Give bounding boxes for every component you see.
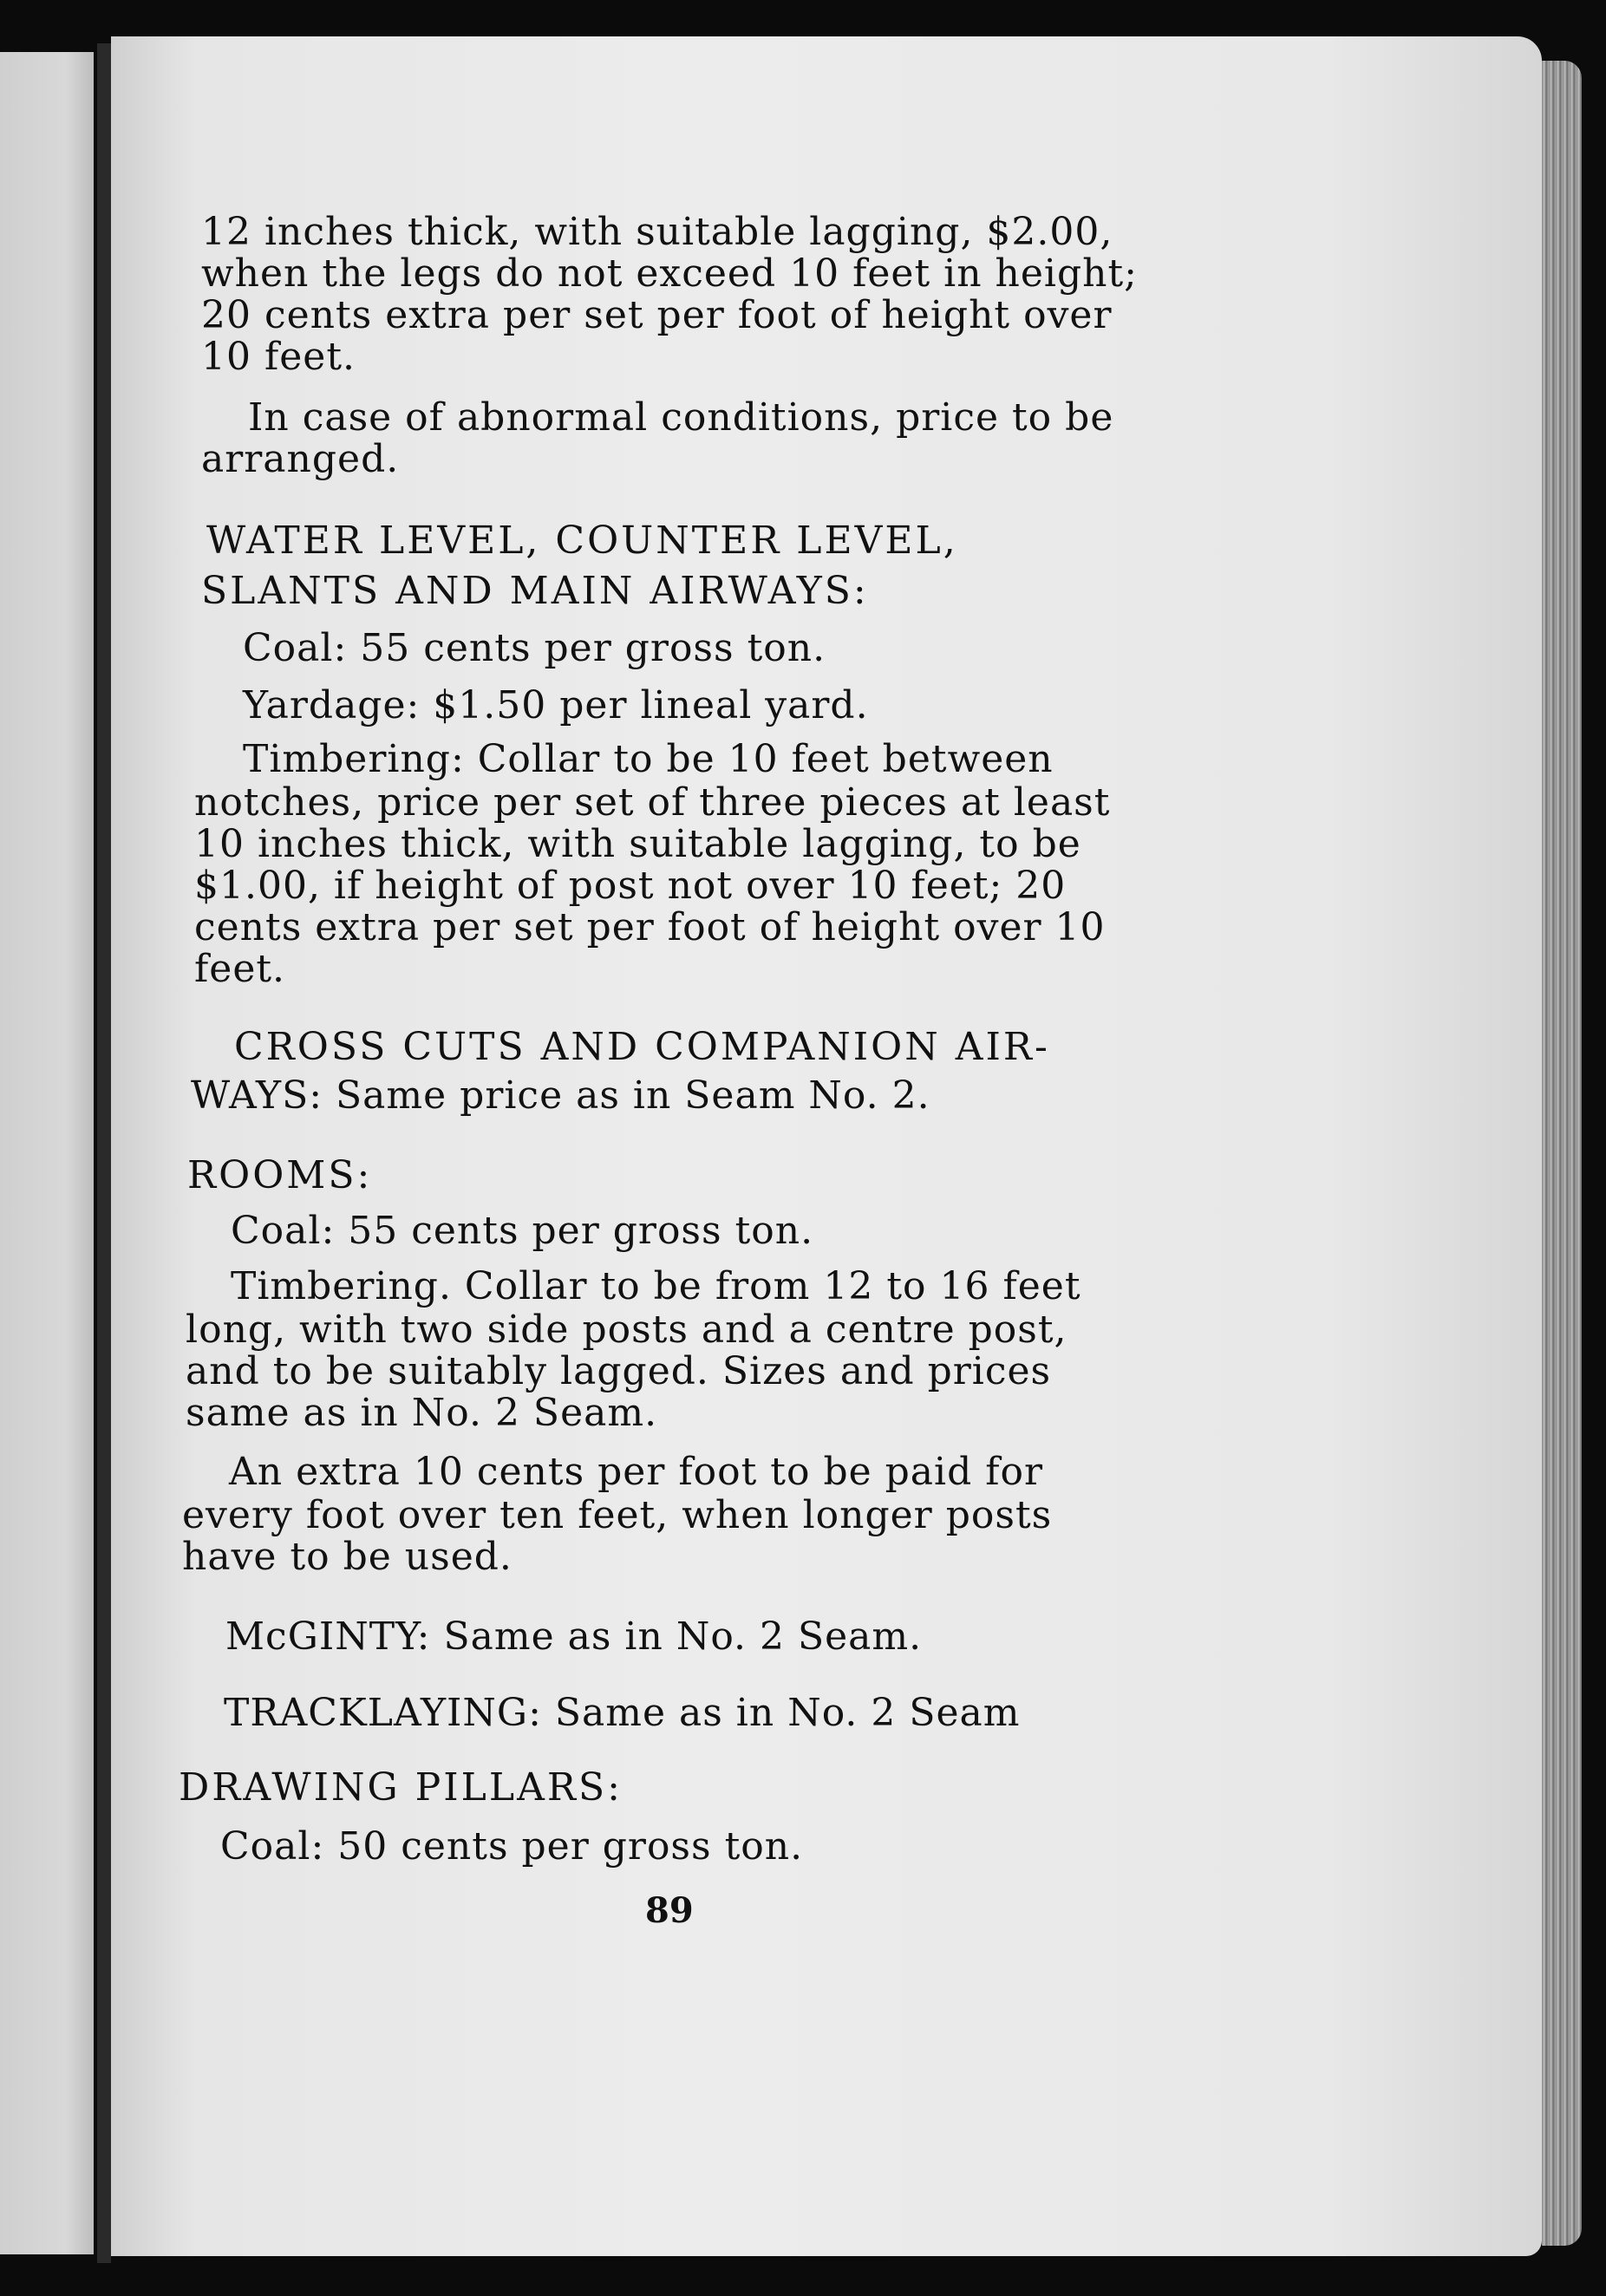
section-heading: SLANTS AND MAIN AIRWAYS:: [201, 569, 869, 613]
text-line: 12 inches thick, with suitable lagging, $2.00,: [201, 210, 1113, 254]
text-line: McGINTY: Same as in No. 2 Seam.: [225, 1614, 923, 1659]
text-line: arranged.: [201, 437, 400, 481]
page-number: 89: [645, 1890, 694, 1931]
text-line: Yardage: $1.50 per lineal yard.: [243, 683, 869, 727]
text-line: 10 feet.: [201, 335, 356, 379]
text-line: have to be used.: [182, 1535, 512, 1579]
page-sheet: [111, 36, 1542, 2256]
text-line: $1.00, if height of post not over 10 feet; 20: [194, 864, 1067, 908]
text-line: Coal: 50 cents per gross ton.: [220, 1824, 804, 1869]
facing-page-edge: [0, 52, 94, 2254]
text-line: same as in No. 2 Seam.: [186, 1391, 658, 1435]
text-line: cents extra per set per foot of height over 10: [194, 905, 1106, 949]
text-line: every foot over ten feet, when longer posts: [182, 1493, 1053, 1537]
section-heading: ROOMS:: [187, 1153, 373, 1197]
text-line: Coal: 55 cents per gross ton.: [243, 626, 826, 670]
text-line: An extra 10 cents per foot to be paid for: [229, 1450, 1044, 1494]
text-line: feet.: [194, 947, 286, 991]
page-edges: [1542, 61, 1582, 2246]
text-line: WAYS: Same price as in Seam No. 2.: [191, 1073, 930, 1118]
section-heading: WATER LEVEL, COUNTER LEVEL,: [206, 519, 958, 563]
text-line: TRACKLAYING: Same as in No. 2 Seam: [224, 1691, 1021, 1735]
text-line: notches, price per set of three pieces at least: [194, 780, 1111, 825]
section-heading: CROSS CUTS AND COMPANION AIR-: [234, 1025, 1050, 1069]
text-line: 10 inches thick, with suitable lagging, to be: [194, 822, 1081, 866]
text-line: Timbering. Collar to be from 12 to 16 feet: [231, 1264, 1081, 1308]
page-body: [111, 36, 1542, 2256]
text-line: and to be suitably lagged. Sizes and prices: [186, 1349, 1052, 1393]
section-heading: DRAWING PILLARS:: [179, 1765, 623, 1810]
text-line: when the legs do not exceed 10 feet in height;: [201, 251, 1138, 296]
text-line: Coal: 55 cents per gross ton.: [231, 1209, 814, 1253]
text-line: In case of abnormal conditions, price to be: [248, 395, 1114, 440]
text-line: 20 cents extra per set per foot of height over: [201, 293, 1113, 337]
text-line: long, with two side posts and a centre post,: [186, 1308, 1067, 1352]
text-line: Timbering: Collar to be 10 feet between: [243, 737, 1054, 781]
book-spine: [97, 43, 111, 2263]
